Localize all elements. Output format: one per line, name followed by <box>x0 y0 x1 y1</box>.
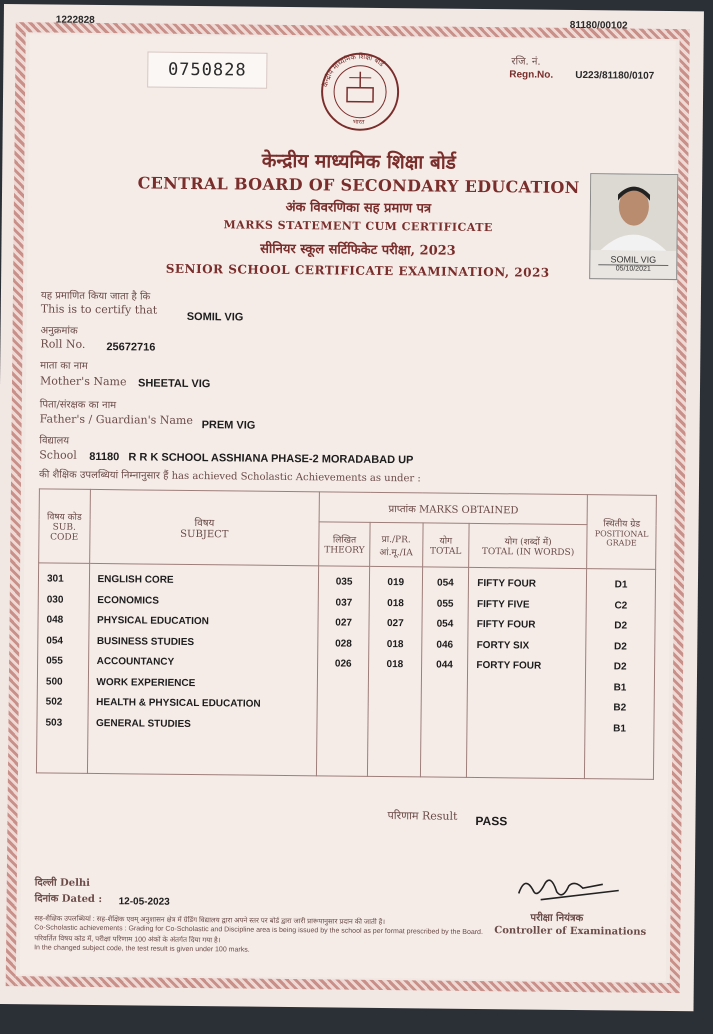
regn-label-hi: रजि. नं. <box>511 56 541 68</box>
header-total: योग TOTAL <box>422 523 469 567</box>
column-total-words <box>467 567 587 778</box>
seal-bottom-text: भारत <box>352 118 365 126</box>
list-item: 048 <box>46 614 64 626</box>
list-item: B1 <box>613 722 627 735</box>
list-item: 502 <box>45 696 63 708</box>
list-item: 054 <box>46 634 64 647</box>
column-subjects <box>87 563 319 775</box>
place: दिल्ली Delhi <box>34 877 91 889</box>
list-item: 030 <box>46 593 64 606</box>
list-item: ENGLISH CORE <box>97 574 174 586</box>
column-total <box>420 567 469 777</box>
school-value: 81180 R R K SCHOOL ASSHIANA PHASE-2 MORADABAD UP <box>89 450 414 467</box>
controller-title-hi: परीक्षा नियंत्रक <box>530 912 584 925</box>
list-item: B1 <box>613 681 627 694</box>
mother-name: SHEETAL VIG <box>137 377 211 391</box>
result-value: PASS <box>475 813 508 829</box>
mother-label-en: Mother's Name <box>39 374 127 389</box>
list-item: 503 <box>45 716 63 729</box>
list-item: D2 <box>613 661 627 673</box>
list-item: D2 <box>614 620 628 632</box>
column-practical <box>367 566 422 777</box>
list-item: 037 <box>335 597 353 609</box>
list-item: 055 <box>436 598 454 610</box>
header-theory: लिखित THEORY <box>319 522 370 567</box>
list-item: ACCOUNTANCY <box>96 656 175 668</box>
header-practical: प्रा./PR. आं.मू./IA <box>370 522 423 567</box>
footnote-4: In the changed subject code, the test result is given under 100 marks. <box>34 944 250 954</box>
regn-number: U223/81180/0107 <box>575 69 655 82</box>
exam-title-hi: सीनियर स्कूल सर्टिफिकेट परीक्षा, 2023 <box>260 241 456 259</box>
list-item: 018 <box>386 659 404 671</box>
father-label-hi: पिता/संरक्षक का नाम <box>39 399 117 412</box>
list-item: 054 <box>436 577 454 589</box>
list-item: PHYSICAL EDUCATION <box>97 615 209 628</box>
list-item: HEALTH & PHYSICAL EDUCATION <box>96 697 261 710</box>
mother-label-hi: माता का नाम <box>40 360 88 372</box>
school-label-en: School <box>39 448 77 462</box>
student-photo <box>589 173 678 280</box>
list-item: C2 <box>614 599 628 612</box>
header-subject: विषय SUBJECT <box>89 489 319 565</box>
cbse-seal-icon <box>315 49 406 132</box>
list-item: 019 <box>387 577 405 589</box>
doc-title-hi: अंक विवरणिका सह प्रमाण पत्र <box>285 199 432 217</box>
column-grades <box>585 569 656 780</box>
marks-table <box>36 488 657 779</box>
footnote-1: सह-शैक्षिक उपलब्धियां : सह-शैक्षिक एवम् अनुशासन क्षेत्र में ग्रेडिंग विद्यालय द्वारा अपने स्तर पर बोर्ड द्वारा जारी प्रारूपानुसार प्रदान की जाती है। <box>34 915 386 927</box>
certificate-number: 0750828 <box>147 52 267 89</box>
list-item: FIFTY FOUR <box>476 618 536 631</box>
header-marks-obtained: प्राप्तांक MARKS OBTAINED <box>319 492 587 525</box>
list-item: D2 <box>613 640 627 653</box>
list-item: FIFTY FOUR <box>477 577 536 590</box>
list-item: FIFTY FIVE <box>476 598 530 611</box>
certify-label-en: This is to certify that <box>40 302 158 317</box>
list-item: 027 <box>386 618 404 630</box>
list-item: 018 <box>386 638 404 650</box>
list-item: ECONOMICS <box>97 594 160 607</box>
doc-title-en: MARKS STATEMENT CUM CERTIFICATE <box>223 218 493 235</box>
roll-number: 25672716 <box>106 341 156 354</box>
board-name-hi: केन्द्रीय माध्यमिक शिक्षा बोर्ड <box>261 149 456 174</box>
footnote-2: Co-Scholastic achievements : Grading for Co-Scholastic and Discipline area is being issued by the school as per format prescribed by the Board. <box>34 924 483 937</box>
controller-signature-icon <box>511 869 629 910</box>
list-item: FORTY FOUR <box>476 659 542 672</box>
student-portrait-icon <box>590 174 677 251</box>
footnote-3: परिवर्तित विषय कोड में, परीक्षा परिणाम 100 अंकों के अंतर्गत दिया गया है। <box>34 935 221 945</box>
list-item: 027 <box>335 617 353 629</box>
list-item: 044 <box>436 659 453 671</box>
header-sub-code: विषय कोड SUB. CODE <box>39 489 90 564</box>
board-name-en: CENTRAL BOARD OF SECONDARY EDUCATION <box>137 173 580 198</box>
roll-label-en: Roll No. <box>40 337 86 351</box>
list-item: FORTY SIX <box>476 639 530 652</box>
list-item: 018 <box>387 597 404 609</box>
svg-text:केन्द्रीय माध्यमिक शिक्षा बोर् <box>320 51 386 88</box>
list-item: 026 <box>334 658 352 670</box>
result-label: परिणाम Result <box>387 809 458 823</box>
column-codes <box>36 563 89 774</box>
date-value: 12-05-2023 <box>118 896 170 908</box>
column-theory <box>317 566 370 777</box>
father-name: PREM VIG <box>201 419 256 432</box>
list-item: 035 <box>335 576 353 588</box>
regn-label-en: Regn.No. <box>509 69 554 81</box>
list-item: D1 <box>614 579 628 591</box>
certify-label-hi: यह प्रमाणित किया जाता है कि <box>40 290 151 303</box>
list-item: 046 <box>436 639 454 651</box>
student-name: SOMIL VIG <box>186 310 244 324</box>
photo-caption-name: SOMIL VIG <box>610 254 657 265</box>
certificate-paper <box>0 4 704 1011</box>
list-item: 500 <box>45 675 63 688</box>
list-item: WORK EXPERIENCE <box>96 676 196 689</box>
list-item: 028 <box>335 638 352 650</box>
father-label-en: Father's / Guardian's Name <box>39 412 193 428</box>
list-item: 301 <box>46 573 64 585</box>
date-label: दिनांक Dated : <box>34 893 103 906</box>
roll-label-hi: अनुक्रमांक <box>40 325 78 337</box>
list-item: B2 <box>613 702 627 714</box>
school-label-hi: विद्यालय <box>39 435 70 447</box>
serial-right: 81180/00102 <box>569 19 628 32</box>
controller-title-en: Controller of Examinations <box>494 925 647 938</box>
achievements-intro: की शैक्षिक उपलब्धियां निम्नानुसार हैं has achieved Scholastic Achievements as under : <box>39 469 421 485</box>
serial-left: 1222828 <box>55 14 95 26</box>
exam-title-en: SENIOR SCHOOL CERTIFICATE EXAMINATION, 2023 <box>165 261 550 280</box>
list-item: 054 <box>436 618 454 630</box>
header-total-words: योग (शब्दों में) TOTAL (IN WORDS) <box>469 523 587 568</box>
list-item: 055 <box>46 655 63 667</box>
photo-caption-date: 05/10/2021 <box>598 264 668 273</box>
list-item: GENERAL STUDIES <box>95 717 191 730</box>
seal-text: केन्द्रीय माध्यमिक शिक्षा बोर्ड <box>321 52 386 88</box>
header-positional-grade: स्थितीय ग्रेड POSITIONAL GRADE <box>587 495 656 570</box>
list-item: BUSINESS STUDIES <box>96 635 195 648</box>
